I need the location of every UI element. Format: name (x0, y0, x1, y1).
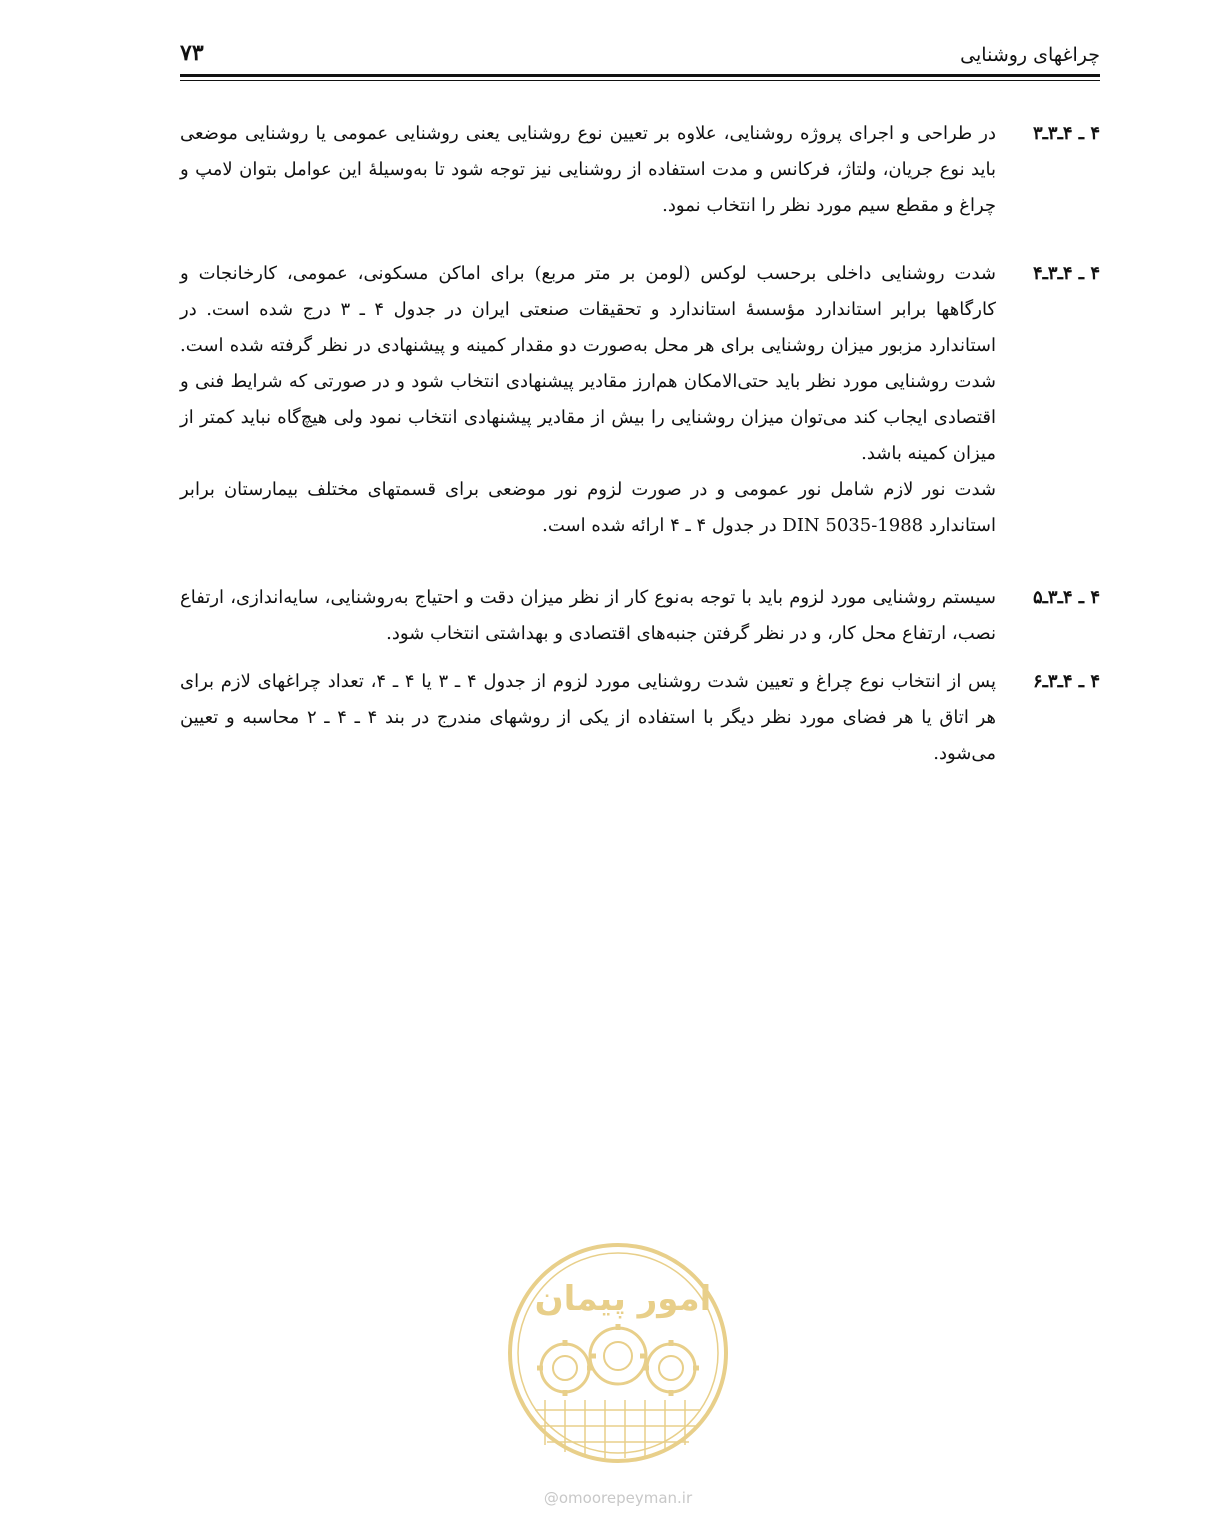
watermark-caption: @omoorepeyman.ir (543, 1489, 693, 1507)
clause-number: ۴ ـ ۴ـ۳ـ۳ (1032, 123, 1100, 144)
clause-body (180, 580, 996, 652)
clause-paragraph: شدت روشنایی داخلی برحسب لوکس (لومن بر متر مربع) برای اماکن مسکونی، عمومی، کارخانجات و کارگاهها برابر استاندارد مؤسسهٔ استاندارد و تحقیقات صنعتی ایران در جدول ۴ ـ ۳ درج شده است. در استاندارد مزبور میزان روشنایی برای هر محل به‌صورت دو مقدار کمینه و پیشنهادی در نظر گرفته شده است. شدت روشنایی مورد نظر باید حتی‌الامکان هم‌ارز مقادیر پیشنهادی انتخاب شود و در صورتی که شرایط فنی و اقتصادی ایجاب کند می‌توان میزان روشنایی را بیش از مقادیر پیشنهادی انتخاب نمود ولی هیچ‌گاه نباید کمتر از میزان کمینه باشد. (180, 263, 996, 464)
header-rule-thin (180, 80, 1100, 81)
watermark (505, 1240, 731, 1520)
clause-paragraph: پس از انتخاب نوع چراغ و تعیین شدت روشنایی مورد لزوم از جدول ۴ ـ ۳ یا ۴ ـ ۴، تعداد چراغهای لازم برای هر اتاق یا هر فضای مورد نظر دیگر با استفاده از یکی از روشهای مندرج در بند ۴ ـ ۴ ـ ۲ محاسبه و تعیین می‌شود. (180, 671, 997, 764)
running-title: چراغهای روشنایی (960, 44, 1100, 66)
page-body (180, 116, 1100, 772)
clause-4-4-3-4 (180, 256, 1100, 580)
watermark-logo-icon (505, 1240, 731, 1466)
watermark-logo-text: امور پیمان (534, 1279, 712, 1319)
page-number: ۷۳ (180, 40, 204, 66)
clause-body (180, 116, 996, 224)
header-rule-thick (180, 74, 1100, 77)
clause-paragraph: در طراحی و اجرای پروژه روشنایی، علاوه بر تعیین نوع روشنایی یعنی روشنایی عمومی یا روشنایی موضعی باید نوع جریان، ولتاژ، فرکانس و مدت استفاده از روشنایی نیز توجه شود تا به‌وسیلهٔ این عوامل بتوان لامپ و چراغ و مقطع سیم مورد نظر را انتخاب نمود. (180, 123, 996, 216)
clause-number: ۴ ـ ۴ـ۳ـ۵ (1032, 587, 1100, 608)
clause-4-4-3-6 (180, 664, 1100, 772)
clause-4-4-3-5 (180, 580, 1100, 664)
clause-number: ۴ ـ ۴ـ۳ـ۶ (1032, 671, 1100, 692)
clause-number: ۴ ـ ۴ـ۳ـ۴ (1032, 263, 1100, 284)
clause-paragraph: شدت نور لازم شامل نور عمومی و در صورت لزوم نور موضعی برای قسمتهای مختلف بیمارستان برابر استاندارد DIN 5035-1988 در جدول ۴ ـ ۴ ارائه شده است. (180, 479, 996, 536)
clause-body (180, 664, 996, 772)
clause-body (180, 256, 996, 544)
clause-paragraph: سیستم روشنایی مورد لزوم باید با توجه به‌نوع کار از نظر میزان دقت و احتیاج به‌روشنایی، سایه‌اندازی، ارتفاع نصب، ارتفاع محل کار، و در نظر گرفتن جنبه‌های اقتصادی و بهداشتی انتخاب شود. (180, 587, 996, 644)
clause-4-4-3-3 (180, 116, 1100, 256)
